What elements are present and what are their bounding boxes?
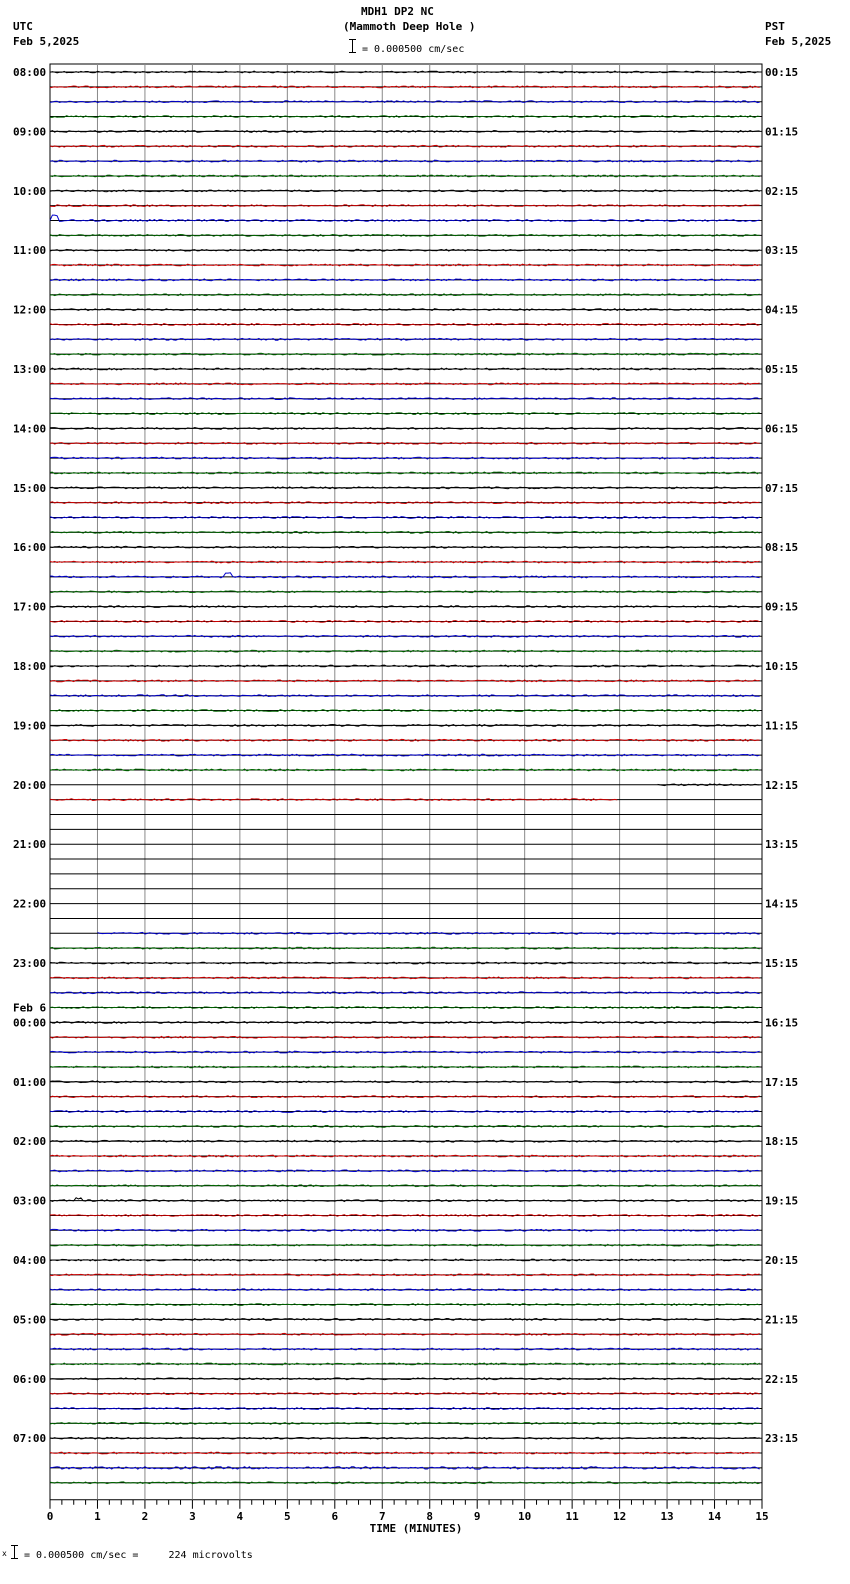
seismic-trace <box>50 591 760 593</box>
seismic-trace <box>50 398 760 400</box>
pst-hour-label: 10:15 <box>765 660 799 673</box>
pst-hour-label: 09:15 <box>765 600 799 614</box>
seismic-trace <box>50 1259 760 1261</box>
utc-hour-label: 11:00 <box>13 244 47 258</box>
utc-hour-label: 05:00 <box>13 1313 47 1327</box>
x-tick-label: 12 <box>612 1509 627 1523</box>
utc-hour-label: 13:00 <box>13 363 47 376</box>
seismic-trace <box>50 1244 760 1246</box>
chart-title: MDH1 DP2 NC <box>361 5 434 18</box>
seismic-trace <box>50 573 760 578</box>
utc-hour-label: 06:00 <box>13 1372 47 1386</box>
seismic-trace <box>50 1348 760 1350</box>
seismic-trace <box>98 932 760 934</box>
seismic-trace <box>50 977 760 979</box>
seismic-trace <box>50 116 760 118</box>
pst-hour-label: 04:15 <box>765 303 799 317</box>
seismic-trace <box>50 1036 760 1038</box>
seismic-trace <box>50 1215 760 1217</box>
utc-hour-label: 08:00 <box>13 66 47 79</box>
utc-hour-label: 01:00 <box>13 1075 47 1089</box>
pst-hour-label: 14:15 <box>765 897 799 911</box>
seismic-trace <box>50 160 760 162</box>
x-tick-label: 10 <box>518 1509 532 1523</box>
x-tick-label: 1 <box>94 1509 101 1523</box>
seismic-trace <box>50 769 760 771</box>
footer-scale-icon <box>14 1545 16 1559</box>
x-tick-label: 0 <box>46 1509 54 1523</box>
scale-label: = 0.000500 cm/sec <box>362 44 465 55</box>
pst-hour-label: 06:15 <box>765 422 799 436</box>
utc-hour-label: 18:00 <box>13 660 47 673</box>
right-date: Feb 5,2025 <box>765 35 832 48</box>
pst-hour-label: 00:15 <box>765 66 799 79</box>
pst-hour-label: 16:15 <box>765 1016 799 1030</box>
pst-hour-label: 01:15 <box>765 125 799 139</box>
utc-hour-label: 15:00 <box>13 481 47 495</box>
utc-hour-label: 22:00 <box>13 897 47 911</box>
footer-scale-bottom-cap <box>11 1558 18 1559</box>
seismic-trace <box>50 353 760 355</box>
utc-hour-label: 10:00 <box>13 184 47 198</box>
pst-hour-label: 07:15 <box>765 481 799 495</box>
seismic-trace <box>50 1467 760 1469</box>
seismic-trace <box>50 279 760 281</box>
seismic-trace <box>50 650 760 652</box>
seismic-trace <box>50 442 760 444</box>
pst-hour-label: 11:15 <box>765 719 799 733</box>
x-tick-label: 4 <box>236 1509 244 1523</box>
footer-scale-top-cap <box>11 1545 18 1546</box>
utc-hour-label: 07:00 <box>13 1432 47 1446</box>
utc-hour-label: 09:00 <box>13 125 47 139</box>
seismic-trace <box>50 680 760 682</box>
utc-hour-label: 20:00 <box>13 778 47 792</box>
day-change-label: Feb 6 <box>13 1001 47 1015</box>
utc-hour-label: 23:00 <box>13 957 47 970</box>
pst-hour-label: 08:15 <box>765 541 799 555</box>
left-timezone: UTC <box>13 20 33 33</box>
x-axis-label: TIME (MINUTES) <box>369 1521 463 1535</box>
x-tick-label: 8 <box>426 1509 434 1523</box>
pst-hour-label: 12:15 <box>765 778 799 792</box>
seismic-trace <box>50 1452 760 1454</box>
utc-hour-label: 19:00 <box>13 719 47 733</box>
pst-hour-label: 18:15 <box>765 1135 799 1149</box>
footer-mark: x <box>2 1549 7 1558</box>
utc-hour-label: 00:00 <box>13 1016 47 1030</box>
pst-hour-label: 02:15 <box>765 184 799 198</box>
x-tick-label: 5 <box>284 1509 291 1523</box>
chart-subtitle: (Mammoth Deep Hole ) <box>343 20 476 33</box>
utc-hour-label: 02:00 <box>13 1135 47 1149</box>
right-timezone: PST <box>765 20 785 33</box>
seismic-trace <box>50 739 760 741</box>
pst-hour-label: 21:15 <box>765 1313 799 1327</box>
pst-hour-label: 23:15 <box>765 1432 799 1446</box>
pst-hour-label: 03:15 <box>765 244 799 258</box>
x-tick-label: 15 <box>755 1509 769 1523</box>
seismic-trace <box>50 1170 760 1172</box>
seismic-trace <box>50 1096 760 1098</box>
pst-hour-label: 13:15 <box>765 838 799 852</box>
seismic-trace <box>50 1437 760 1439</box>
pst-hour-label: 05:15 <box>765 363 799 376</box>
pst-hour-label: 17:15 <box>765 1075 799 1089</box>
x-tick-label: 2 <box>141 1509 149 1523</box>
pst-hour-label: 20:15 <box>765 1254 799 1267</box>
seismic-trace <box>50 1393 760 1395</box>
x-tick-label: 9 <box>473 1509 481 1523</box>
seismic-trace <box>50 235 760 237</box>
utc-hour-label: 21:00 <box>13 838 47 852</box>
pst-hour-label: 22:15 <box>765 1372 799 1386</box>
seismic-trace <box>50 264 760 266</box>
seismic-trace <box>50 413 760 415</box>
seismic-trace <box>50 1155 760 1157</box>
seismic-trace <box>50 1081 760 1083</box>
seismic-trace <box>50 561 760 563</box>
seismic-trace <box>50 487 760 489</box>
x-tick-label: 13 <box>660 1509 674 1523</box>
utc-hour-label: 04:00 <box>13 1254 47 1267</box>
utc-hour-label: 03:00 <box>13 1194 47 1208</box>
left-date: Feb 5,2025 <box>13 35 80 48</box>
pst-hour-label: 19:15 <box>765 1194 799 1208</box>
seismic-trace <box>50 215 760 221</box>
footer-scale-text: = 0.000500 cm/sec = 224 microvolts <box>24 1550 253 1561</box>
utc-hour-label: 12:00 <box>13 303 47 317</box>
utc-hour-label: 17:00 <box>13 600 47 614</box>
seismic-trace <box>50 1408 760 1410</box>
utc-hour-label: 14:00 <box>13 422 47 436</box>
seismic-trace <box>50 131 760 133</box>
x-tick-label: 6 <box>331 1509 339 1523</box>
x-tick-label: 14 <box>707 1509 722 1523</box>
pst-hour-label: 15:15 <box>765 957 799 970</box>
seismic-trace <box>50 546 760 548</box>
x-tick-label: 3 <box>189 1509 196 1523</box>
x-tick-label: 11 <box>565 1509 579 1523</box>
seismic-trace <box>50 249 760 251</box>
seismic-trace <box>50 1274 760 1276</box>
x-tick-label: 7 <box>378 1509 386 1523</box>
utc-hour-label: 16:00 <box>13 541 47 555</box>
